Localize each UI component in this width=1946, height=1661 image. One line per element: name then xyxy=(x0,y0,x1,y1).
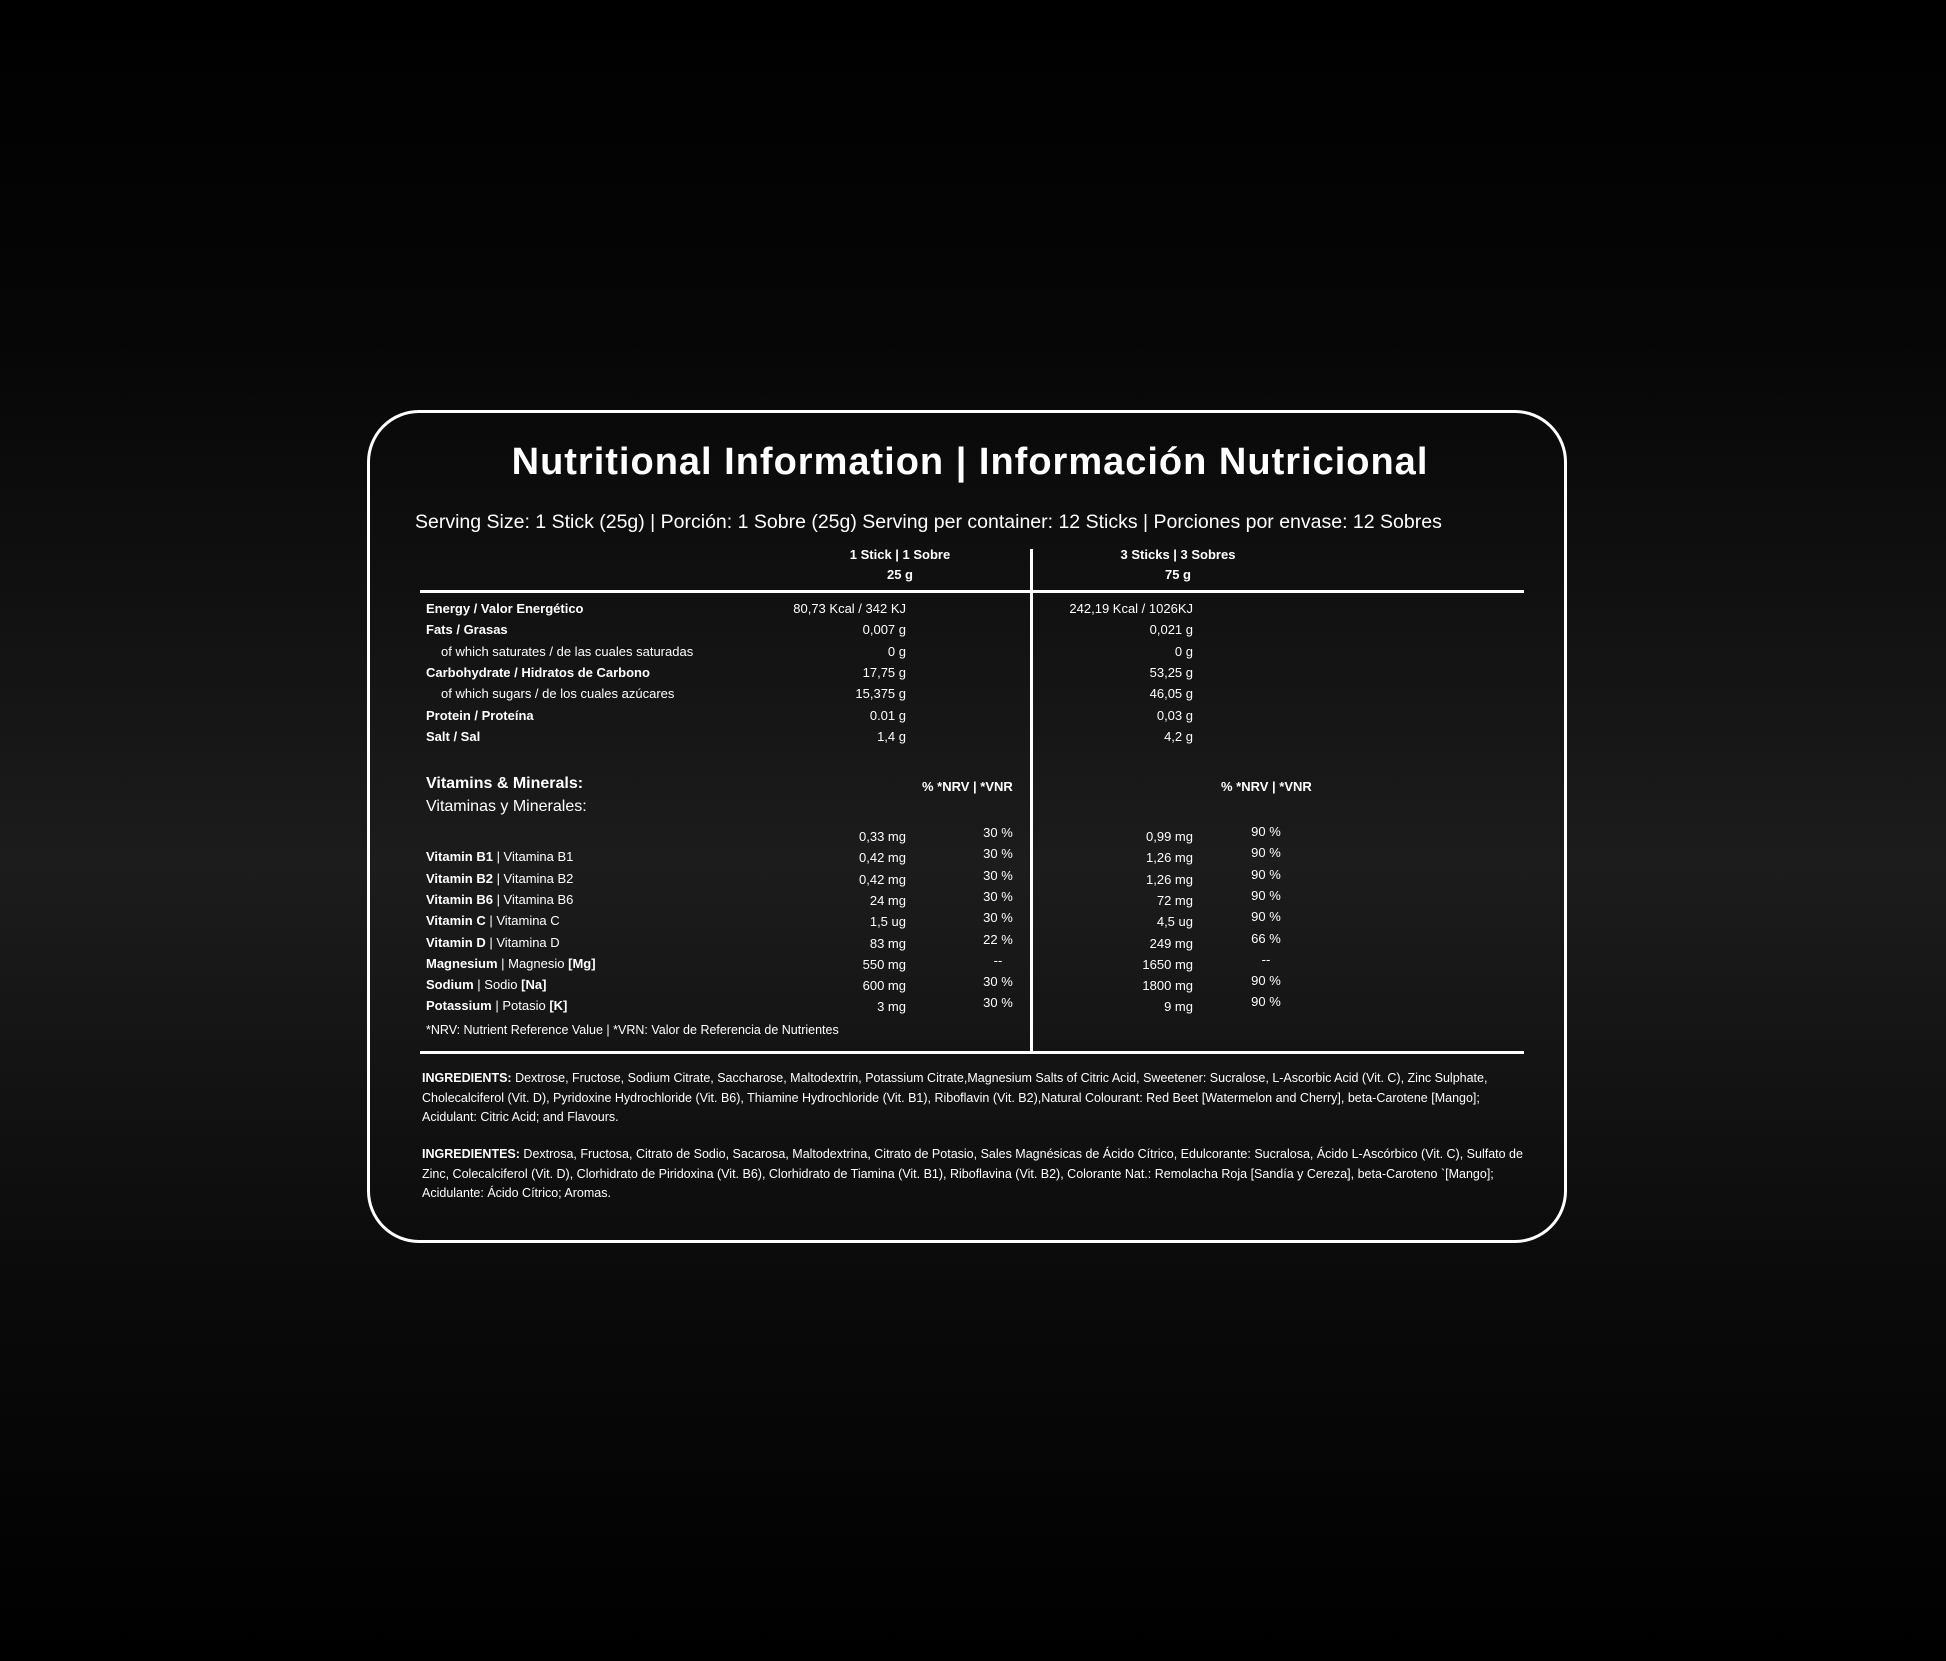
column-header-2-line2: 75 g xyxy=(1164,567,1191,582)
vitamin-amount-per-serving: 0,42 mg xyxy=(859,850,906,866)
nrv-header-2: % *NRV | *VNR xyxy=(1221,779,1312,794)
nutrition-panel xyxy=(367,410,1567,1243)
vitamin-name-en: Vitamin D xyxy=(426,934,486,950)
vitamin-row xyxy=(370,839,1570,866)
vitamin-name-es: | Vitamina C xyxy=(485,913,560,929)
vitamin-name-es: | Vitamina D xyxy=(485,934,560,950)
vitamin-name-es: | Sodio xyxy=(473,977,522,993)
vitamin-nrv-three-servings: 90 % xyxy=(1251,994,1281,1010)
nutrient-label: Salt / Sal xyxy=(426,728,481,744)
vitamin-nrv-three-servings: 90 % xyxy=(1251,866,1281,882)
vitamin-amount-three-servings: 1,26 mg xyxy=(1146,850,1193,866)
vitamin-nrv-per-serving: 30 % xyxy=(983,867,1013,883)
nutrient-row xyxy=(370,644,1570,665)
vitamin-nrv-three-servings: 90 % xyxy=(1251,909,1281,925)
nrv-header-1: % *NRV | *VNR xyxy=(922,779,1013,794)
vitamin-amount-three-servings: 1,26 mg xyxy=(1146,871,1193,887)
vitamin-amount-per-serving: 1,5 ug xyxy=(869,914,906,930)
serving-info: Serving Size: 1 Stick (25g) | Porción: 1 Sobre (25g) Serving per container: 12 Sticks | Porciones por envase: 12 Sobres xyxy=(415,511,1442,533)
vitamin-row xyxy=(370,882,1570,908)
nutrient-label: Protein / Proteína xyxy=(426,707,534,723)
vitamins-heading: Vitamins & Minerals: xyxy=(426,775,584,792)
vitamin-amount-three-servings: 249 mg xyxy=(1149,935,1193,951)
vitamin-amount-three-servings: 1800 mg xyxy=(1142,978,1193,994)
nutrient-row xyxy=(370,708,1570,729)
ingredients-en xyxy=(422,1069,1532,1128)
vitamin-nrv-per-serving: 30 % xyxy=(983,974,1013,990)
vitamin-name-es: | Vitamina B1 xyxy=(492,849,574,865)
vitamin-nrv-per-serving: 30 % xyxy=(983,846,1013,862)
nutrient-value-three-servings: 46,05 g xyxy=(1149,686,1193,702)
nutrient-value-three-servings: 4,2 g xyxy=(1164,728,1193,744)
nutrient-value-per-serving: 0 g xyxy=(887,643,906,659)
nutrient-value-per-serving: 80,73 Kcal / 342 KJ xyxy=(793,601,906,616)
nutrient-row xyxy=(370,686,1570,707)
vitamin-name-en: Vitamin B2 xyxy=(426,870,493,886)
nutrient-row xyxy=(370,729,1570,750)
vitamin-nrv-three-servings: 90 % xyxy=(1251,824,1281,839)
table-bottom-divider xyxy=(420,1051,1524,1054)
nutrient-label: of which sugars / de los cuales azúcares xyxy=(441,686,675,702)
vitamin-amount-three-servings: 9 mg xyxy=(1164,999,1193,1015)
nutrient-value-three-servings: 53,25 g xyxy=(1149,664,1193,680)
panel-title: Nutritional Information | Información Nutricional xyxy=(511,441,1429,483)
nutrient-value-three-servings: 0,021 g xyxy=(1149,622,1193,638)
vitamin-name-es: | Vitamina B6 xyxy=(492,891,574,907)
vitamin-row xyxy=(370,925,1570,951)
vitamin-row xyxy=(370,861,1570,887)
nutrient-value-three-servings: 0 g xyxy=(1174,643,1193,659)
vitamin-symbol: [Na] xyxy=(521,977,547,993)
vitamin-amount-three-servings: 0,99 mg xyxy=(1146,829,1193,844)
vitamin-amount-three-servings: 72 mg xyxy=(1156,892,1193,908)
vitamin-nrv-per-serving: 30 % xyxy=(983,995,1013,1011)
vitamin-name-en: Vitamin C xyxy=(426,913,486,929)
nutrient-value-per-serving: 15,375 g xyxy=(855,686,906,702)
vitamin-nrv-three-servings: 90 % xyxy=(1251,887,1281,903)
nutrient-value-per-serving: 1,4 g xyxy=(877,728,906,744)
column-header-2 xyxy=(1068,545,1288,585)
vitamin-row xyxy=(370,967,1570,994)
nutrient-value-per-serving: 0.01 g xyxy=(869,707,906,723)
nutrient-label: of which saturates / de las cuales saturadas xyxy=(441,643,694,659)
header-divider xyxy=(420,590,1524,593)
vitamin-name-en: Sodium xyxy=(426,977,474,993)
nutrient-value-per-serving: 17,75 g xyxy=(862,664,906,680)
vitamin-nrv-three-servings: 90 % xyxy=(1251,845,1281,861)
nutrient-value-three-servings: 242,19 Kcal / 1026KJ xyxy=(1069,601,1193,616)
column-header-1-line1: 1 Stick | 1 Sobre xyxy=(849,547,951,562)
vitamin-name-es: | Potasio xyxy=(491,998,550,1014)
vitamin-row xyxy=(370,946,1570,972)
vitamin-nrv-per-serving: 30 % xyxy=(983,888,1013,904)
vitamin-name-en: Vitamin B1 xyxy=(426,849,493,865)
ingredients-es-text: Dextrosa, Fructosa, Citrato de Sodio, Sacarosa, Maltodextrina, Citrato de Potasio, Sales Magnésicas de Ácido Cítrico, Edulcorante: Sucralosa, Ácido L-Ascórbico (Vit. C), Sulfato de Zinc, Colecalciferol (Vit. D), Clorhidrato de Piridoxina (Vit. B6), Clorhidrato de Tiamina (Vit. B1), Riboflavina (Vit. B2), Colorante Nat.: Remolacha Roja [Sandía y Cereza], beta-Caroteno `[Mango]; Acidulante: Ácido Cítrico; Aromas. xyxy=(422,1147,1523,1200)
vitamin-name-en: Vitamin B6 xyxy=(426,891,493,907)
nrv-footnote: *NRV: Nutrient Reference Value | *VRN: Valor de Referencia de Nutrientes xyxy=(426,1023,839,1037)
vitamin-name-es: | Vitamina B2 xyxy=(492,870,574,886)
vitamin-row xyxy=(370,988,1570,1015)
vitamin-amount-per-serving: 600 mg xyxy=(862,978,906,994)
vitamin-amount-three-servings: 4,5 ug xyxy=(1156,914,1193,930)
vitamin-row xyxy=(370,818,1570,844)
column-header-1 xyxy=(790,545,1010,585)
vitamin-name xyxy=(426,998,567,1013)
vitamins-subheading: Vitaminas y Minerales: xyxy=(426,798,587,815)
vitamin-name-en: Magnesium xyxy=(426,955,498,971)
nutrient-label: Energy / Valor Energético xyxy=(426,601,584,616)
vitamin-amount-per-serving: 0,42 mg xyxy=(859,871,906,887)
vitamin-amount-three-servings: 1650 mg xyxy=(1142,956,1193,972)
nutrient-value-three-servings: 0,03 g xyxy=(1156,707,1193,723)
column-header-1-line2: 25 g xyxy=(886,567,913,582)
ingredients-en-label: INGREDIENTS: xyxy=(422,1071,512,1085)
vitamin-nrv-per-serving: 22 % xyxy=(983,931,1013,947)
ingredients-es xyxy=(422,1145,1532,1204)
vitamin-nrv-three-servings: 66 % xyxy=(1251,930,1281,946)
ingredients-en-text: Dextrose, Fructose, Sodium Citrate, Saccharose, Maltodextrin, Potassium Citrate,Magnesium Salts of Citric Acid, Sweetener: Sucralose, L-Ascorbic Acid (Vit. C), Zinc Sulphate, Cholecalciferol (Vit. D), Pyridoxine Hydrochloride (Vit. B6), Thiamine Hydrochloride (Vit. B1), Riboflavin (Vit. B2),Natural Colourant: Red Beet [Watermelon and Cherry], beta-Carotene [Mango]; Acidulant: Citric Acid; and Flavours. xyxy=(422,1071,1488,1124)
vitamin-amount-per-serving: 3 mg xyxy=(877,999,906,1015)
nutrient-label: Fats / Grasas xyxy=(426,622,508,638)
nutrient-label: Carbohydrate / Hidratos de Carbono xyxy=(426,664,650,680)
vitamin-row xyxy=(370,903,1570,930)
vitamin-symbol: [K] xyxy=(549,998,568,1014)
vitamin-nrv-per-serving: -- xyxy=(993,952,1003,968)
vitamin-amount-per-serving: 550 mg xyxy=(862,956,906,972)
vitamin-name-es: | Magnesio xyxy=(497,955,569,971)
vitamin-nrv-three-servings: 90 % xyxy=(1251,973,1281,989)
vitamin-name-en: Potassium xyxy=(426,998,492,1014)
vitamin-amount-per-serving: 83 mg xyxy=(869,935,906,951)
vitamin-nrv-per-serving: 30 % xyxy=(983,825,1013,840)
nutrient-row xyxy=(370,665,1570,686)
vitamin-symbol: [Mg] xyxy=(568,955,596,971)
vitamin-nrv-per-serving: 30 % xyxy=(983,910,1013,926)
nutrient-row xyxy=(370,601,1570,622)
vitamin-amount-per-serving: 24 mg xyxy=(869,892,906,908)
vitamin-nrv-three-servings: -- xyxy=(1261,951,1271,967)
column-header-2-line1: 3 Sticks | 3 Sobres xyxy=(1120,547,1236,562)
vitamin-amount-per-serving: 0,33 mg xyxy=(859,829,906,844)
nutrient-row xyxy=(370,622,1570,643)
ingredients-es-label: INGREDIENTES: xyxy=(422,1147,520,1161)
nutrient-value-per-serving: 0,007 g xyxy=(862,622,906,638)
